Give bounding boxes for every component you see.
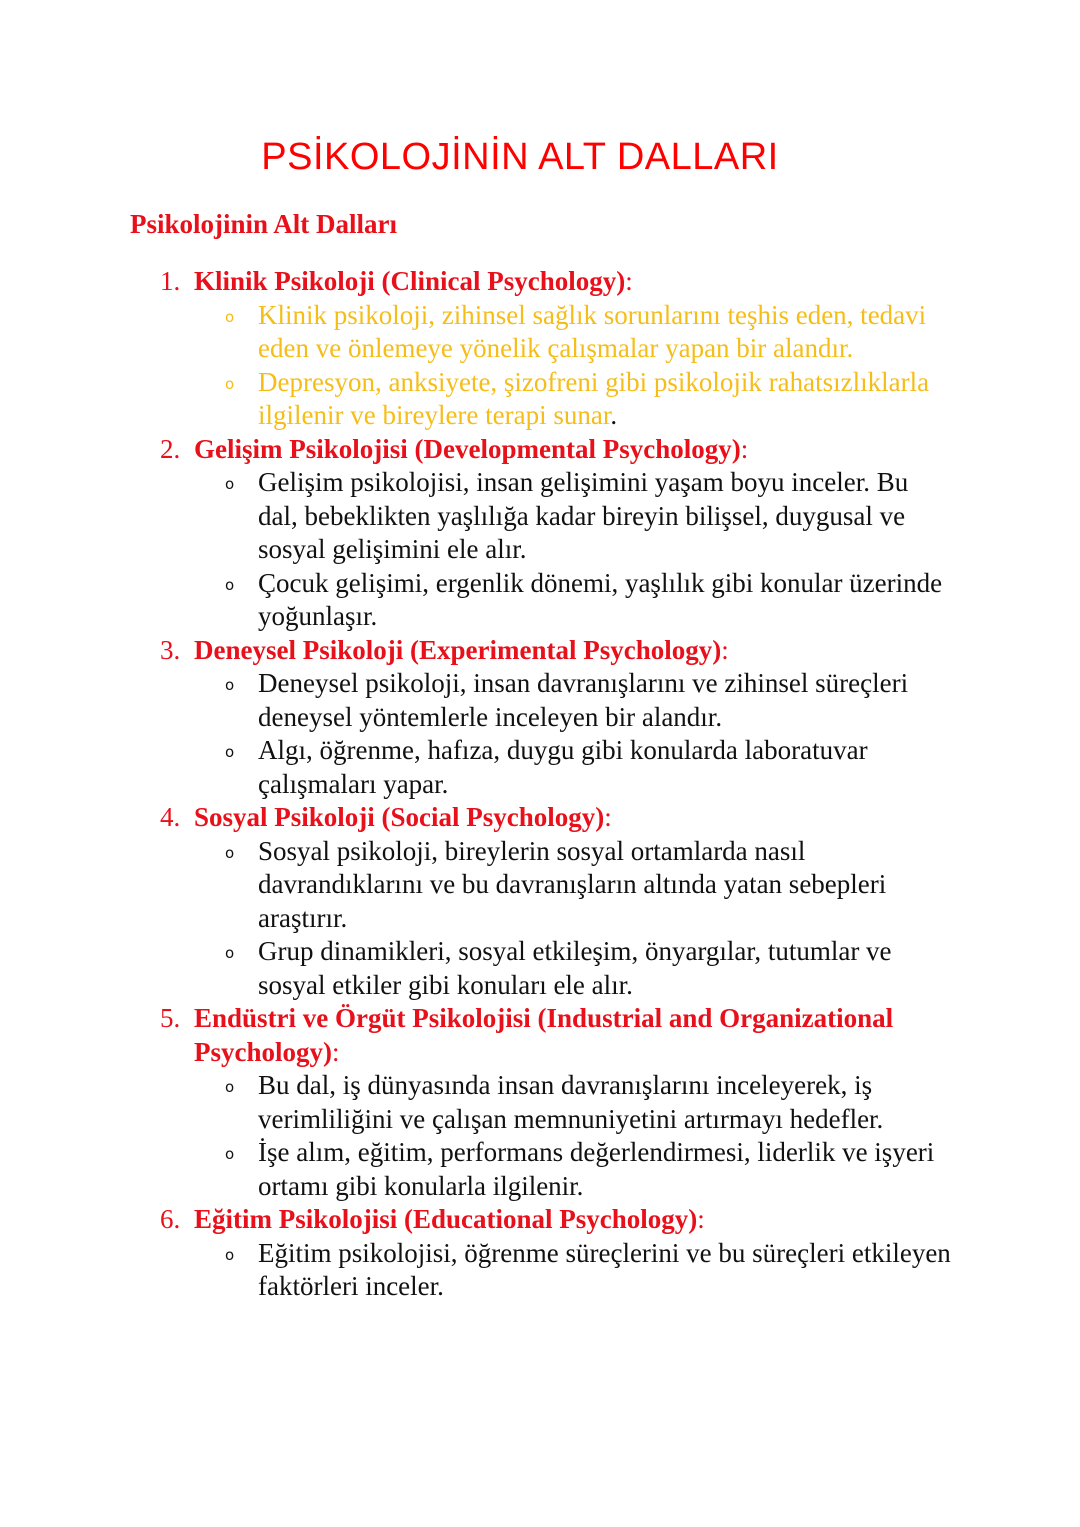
topic-title: Sosyal Psikoloji (Social Psychology) bbox=[194, 802, 605, 832]
topic-social bbox=[0, 801, 954, 835]
list-item bbox=[194, 299, 954, 366]
topic-heading: Sosyal Psikoloji (Social Psychology): bbox=[194, 802, 612, 832]
topic-heading: Klinik Psikoloji (Clinical Psychology): bbox=[194, 266, 633, 296]
bullet-text: Deneysel psikoloji, insan davranışlarını ve zihinsel süreçleri deneysel yöntemlerle inceleyen bir alandır. bbox=[258, 668, 909, 732]
list-item bbox=[194, 835, 954, 936]
list-item bbox=[194, 1136, 954, 1203]
circle-bullet-icon: o bbox=[225, 743, 235, 761]
topics-list bbox=[0, 265, 1080, 1304]
list-item bbox=[194, 734, 954, 801]
topic-number: 2. bbox=[160, 433, 181, 464]
topic-title: Deneysel Psikoloji (Experimental Psychology) bbox=[194, 634, 722, 665]
list-item bbox=[194, 1237, 954, 1304]
bullet-list bbox=[0, 835, 954, 1003]
bullet-text: Depresyon, anksiyete, şizofreni gibi psikolojik rahatsızlıklarla ilgilenir ve bireylere terapi sunar bbox=[258, 366, 930, 430]
page-title bbox=[0, 132, 1080, 182]
topic-heading: Eğitim Psikolojisi (Educational Psychology): bbox=[194, 1204, 705, 1234]
topic-industrial bbox=[0, 1002, 954, 1069]
bullet-text: Çocuk gelişimi, ergenlik dönemi, yaşlılık gibi konular üzerinde yoğunlaşır. bbox=[258, 567, 943, 631]
topic-educational bbox=[0, 1203, 954, 1237]
circle-bullet-icon: o bbox=[225, 307, 235, 326]
topic-developmental bbox=[0, 433, 954, 467]
bullet-list bbox=[0, 1237, 954, 1304]
topic-number: 4. bbox=[160, 802, 181, 832]
topic-number: 5. bbox=[160, 1003, 181, 1033]
bullet-text: Gelişim psikolojisi, insan gelişimini yaşam boyu inceler. Bu dal, bebeklikten yaşlılığa kadar bireyin bilişsel, duygusal ve sosyal gelişimini ele alır. bbox=[258, 467, 909, 564]
circle-bullet-icon: o bbox=[225, 475, 235, 493]
list-item bbox=[194, 1069, 954, 1136]
bullet-list bbox=[0, 667, 954, 801]
topic-heading: Deneysel Psikoloji (Experimental Psychology): bbox=[194, 634, 729, 665]
list-item: o Depresyon, anksiyete, şizofreni gibi psikolojik rahatsızlıklarla ilgilenir ve bireylere terapi sunar. bbox=[225, 366, 930, 430]
topic-heading: Gelişim Psikolojisi (Developmental Psychology): bbox=[194, 433, 749, 464]
list-item bbox=[194, 667, 954, 734]
bullet-text: Bu dal, iş dünyasında insan davranışlarını inceleyerek, iş verimliliğini ve çalışan memnuniyetini artırmayı hedefler. bbox=[258, 1070, 884, 1134]
topic-clinical bbox=[0, 265, 954, 299]
list-item bbox=[194, 935, 954, 1002]
circle-bullet-icon: o bbox=[225, 676, 235, 694]
bullet-list bbox=[0, 1069, 954, 1203]
circle-bullet-icon: o bbox=[225, 575, 235, 594]
topic-title: Klinik Psikoloji (Clinical Psychology) bbox=[194, 266, 626, 296]
page-title-text: PSİKOLOJİNİN ALT DALLARI bbox=[261, 136, 779, 178]
topic-number: 1. bbox=[160, 266, 181, 296]
topic-title: Eğitim Psikolojisi (Educational Psychology) bbox=[194, 1204, 698, 1234]
list-item bbox=[194, 567, 954, 634]
bullet-text: Eğitim psikolojisi, öğrenme süreçlerini ve bu süreçleri etkileyen faktörleri inceler. bbox=[258, 1237, 951, 1301]
topic-title: Gelişim Psikolojisi (Developmental Psychology) bbox=[194, 433, 741, 464]
bullet-text: Grup dinamikleri, sosyal etkileşim, önyargılar, tutumlar ve sosyal etkiler gibi konuları ele alır. bbox=[258, 936, 892, 1000]
bullet-text: İşe alım, eğitim, performans değerlendirmesi, liderlik ve işyeri ortamı gibi konularla ilgilenir. bbox=[258, 1137, 935, 1201]
circle-bullet-icon: o bbox=[225, 944, 235, 962]
topic-title: Endüstri ve Örgüt Psikolojisi (Industrial and Organizational Psychology) bbox=[194, 1003, 894, 1067]
circle-bullet-icon: o bbox=[225, 1078, 235, 1096]
bullet-list bbox=[0, 466, 954, 634]
circle-bullet-icon: o bbox=[225, 1245, 235, 1264]
list-item bbox=[194, 466, 954, 567]
circle-bullet-icon: o bbox=[225, 843, 235, 862]
section-heading: Psikolojinin Alt Dalları bbox=[130, 209, 398, 239]
circle-bullet-icon: o bbox=[225, 374, 235, 393]
topic-heading: Endüstri ve Örgüt Psikolojisi (Industrial and Organizational Psychology): bbox=[194, 1003, 894, 1067]
bullet-text: Algı, öğrenme, hafıza, duygu gibi konularda laboratuvar çalışmaları yapar. bbox=[258, 735, 868, 799]
topic-number: 3. bbox=[160, 634, 181, 665]
bullet-list bbox=[0, 299, 954, 433]
bullet-text: Sosyal psikoloji, bireylerin sosyal ortamlarda nasıl davrandıklarını ve bu davranışların altında yatan sebepleri araştırır. bbox=[258, 835, 887, 933]
topic-experimental bbox=[0, 634, 954, 668]
topic-number: 6. bbox=[160, 1204, 181, 1234]
circle-bullet-icon: o bbox=[225, 1145, 235, 1163]
bullet-text: Klinik psikoloji, zihinsel sağlık sorunlarını teşhis eden, tedavi eden ve önlemeye yönelik çalışmalar yapan bir alandır. bbox=[258, 299, 927, 363]
